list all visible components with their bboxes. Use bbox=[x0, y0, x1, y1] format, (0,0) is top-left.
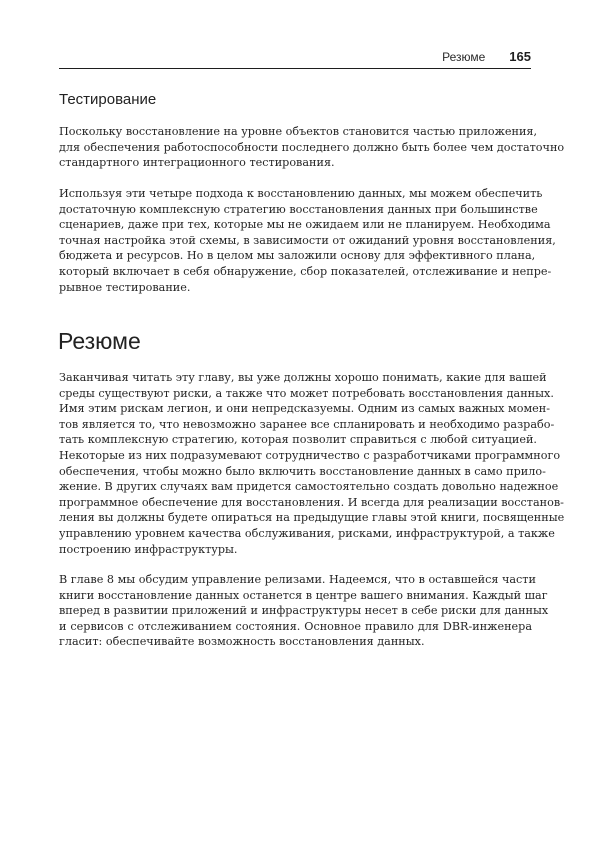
text-line: который включает в себя обнаружение, сбор показателей, отслеживание и непре- bbox=[59, 264, 552, 278]
paragraph bbox=[59, 370, 565, 557]
text-line: бюджета и ресурсов. Но в целом мы заложили основу для эффективного плана, bbox=[59, 249, 536, 263]
text-line: ления вы должны будете опираться на предыдущие главы этой книги, посвященные bbox=[59, 511, 565, 525]
text-line: рывное тестирование. bbox=[59, 280, 191, 294]
text-line: сценариев, даже при тех, которые мы не ожидаем или не планируем. Необходима bbox=[59, 218, 551, 232]
text-line: точная настройка этой схемы, в зависимости от ожиданий уровня восстановления, bbox=[59, 233, 556, 247]
text-line: обеспечения, чтобы можно было включить восстановление данных в само прило- bbox=[59, 464, 546, 478]
page-header bbox=[59, 45, 531, 69]
text-line: и сервисов с отслеживанием состояния. Основное правило для DBR-инженера bbox=[59, 619, 532, 633]
text-line: среды существуют риски, а также что может потребовать восстановления данных. bbox=[59, 386, 554, 400]
paragraph bbox=[59, 124, 565, 171]
text-line: стандартного интеграционного тестирования. bbox=[59, 156, 335, 170]
text-line: для обеспечения работоспособности последнего должно быть более чем достаточно bbox=[59, 140, 565, 154]
page-number: 165 bbox=[509, 49, 531, 64]
text-line: Используя эти четыре подхода к восстановлению данных, мы можем обеспечить bbox=[59, 187, 543, 200]
text-line: книги восстановление данных останется в центре вашего внимания. Каждый шаг bbox=[59, 588, 548, 602]
text-line: достаточную комплексную стратегию восстановления данных при большинстве bbox=[59, 202, 538, 216]
text-line: тов является то, что невозможно заранее все спланировать и необходимо разрабо- bbox=[59, 417, 555, 431]
text-line: В главе 8 мы обсудим управление релизами. Надеемся, что в оставшейся части bbox=[59, 573, 536, 586]
section-heading-summary: Резюме bbox=[58, 328, 141, 354]
text-line: вперед в развитии приложений и инфраструктуры несет в себе риски для данных bbox=[59, 604, 549, 618]
text-line: тать комплексную стратегию, которая позволит справиться с любой ситуацией. bbox=[59, 433, 537, 447]
text-line: построению инфраструктуры. bbox=[59, 542, 238, 556]
running-title: Резюме bbox=[442, 49, 486, 64]
text-line: гласит: обеспечивайте возможность восстановления данных. bbox=[59, 635, 425, 649]
text-line: Поскольку восстановление на уровне объектов становится частью приложения, bbox=[59, 125, 538, 138]
text-line: Имя этим рискам легион, и они непредсказуемы. Одним из самых важных момен- bbox=[59, 402, 551, 416]
paragraph bbox=[59, 186, 556, 295]
text-line: жение. В других случаях вам придется самостоятельно создать довольно надежное bbox=[59, 480, 559, 494]
text-line: программное обеспечение для восстановления. И всегда для реализации восстанов- bbox=[59, 495, 564, 509]
text-line: Заканчивая читать эту главу, вы уже должны хорошо понимать, какие для вашей bbox=[59, 371, 547, 384]
text-line: управлению уровнем качества обслуживания, рисками, инфраструктурой, а также bbox=[59, 526, 555, 540]
section-heading-testing: Тестирование bbox=[59, 91, 157, 108]
text-line: Некоторые из них подразумевают сотрудничество с разработчиками программного bbox=[59, 448, 561, 462]
paragraph bbox=[59, 572, 549, 650]
